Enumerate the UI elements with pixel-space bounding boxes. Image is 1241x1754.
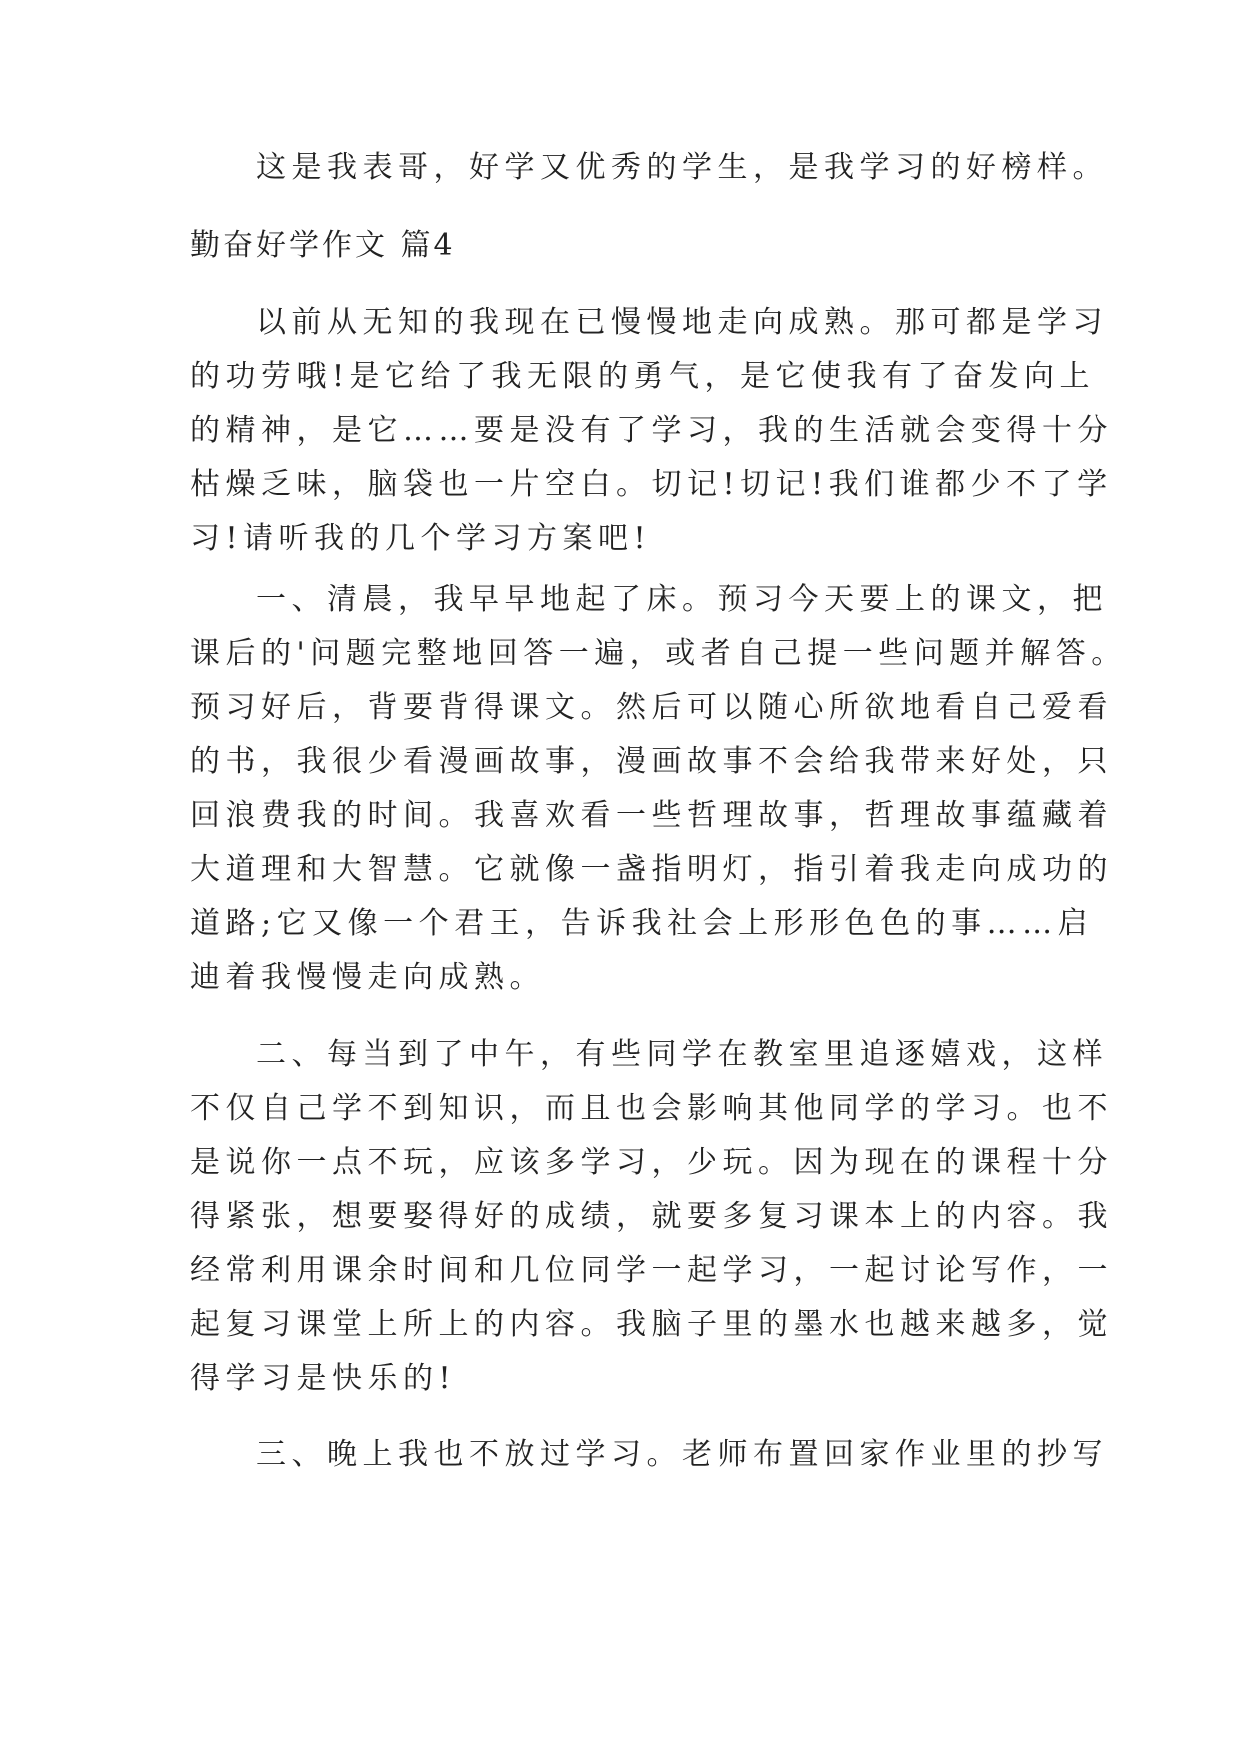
text-line: 起复习课堂上所上的内容。我脑子里的墨水也越来越多，觉 <box>190 1307 1113 1342</box>
text-line: 的书，我很少看漫画故事，漫画故事不会给我带来好处，只 <box>190 744 1113 779</box>
text-line: 二、每当到了中午，有些同学在教室里追逐嬉戏，这样 <box>256 1037 1108 1072</box>
text-line: 得学习是快乐的! <box>190 1361 457 1396</box>
section-heading: 勤奋好学作文 篇4 <box>190 228 456 263</box>
text-line: 预习好后，背要背得课文。然后可以随心所欲地看自己爱看 <box>190 690 1113 725</box>
text-line: 的功劳哦!是它给了我无限的勇气，是它使我有了奋发向上 <box>190 359 1096 394</box>
text-line: 大道理和大智慧。它就像一盏指明灯，指引着我走向成功的 <box>190 852 1113 887</box>
text-line: 枯燥乏味，脑袋也一片空白。切记!切记!我们谁都少不了学 <box>190 467 1113 502</box>
text-line: 经常利用课余时间和几位同学一起学习，一起讨论写作，一 <box>190 1253 1113 1288</box>
text-line: 是说你一点不玩，应该多学习，少玩。因为现在的课程十分 <box>190 1145 1113 1180</box>
intro-line: 这是我表哥，好学又优秀的学生，是我学习的好榜样。 <box>256 150 1108 185</box>
text-line: 一、清晨，我早早地起了床。预习今天要上的课文，把 <box>256 582 1108 617</box>
text-line: 迪着我慢慢走向成熟。 <box>190 960 545 995</box>
text-line: 习!请听我的几个学习方案吧! <box>190 521 652 556</box>
text-line: 以前从无知的我现在已慢慢地走向成熟。那可都是学习 <box>256 305 1108 340</box>
text-line: 三、晚上我也不放过学习。老师布置回家作业里的抄写 <box>256 1437 1108 1472</box>
text-line: 课后的'问题完整地回答一遍，或者自己提一些问题并解答。 <box>190 636 1127 671</box>
text-line: 得紧张，想要娶得好的成绩，就要多复习课本上的内容。我 <box>190 1199 1113 1234</box>
text-line: 的精神，是它……要是没有了学习，我的生活就会变得十分 <box>190 413 1113 448</box>
text-line: 回浪费我的时间。我喜欢看一些哲理故事，哲理故事蕴藏着 <box>190 798 1113 833</box>
text-line: 不仅自己学不到知识，而且也会影响其他同学的学习。也不 <box>190 1091 1113 1126</box>
text-line: 道路;它又像一个君王，告诉我社会上形形色色的事……启 <box>190 906 1094 941</box>
